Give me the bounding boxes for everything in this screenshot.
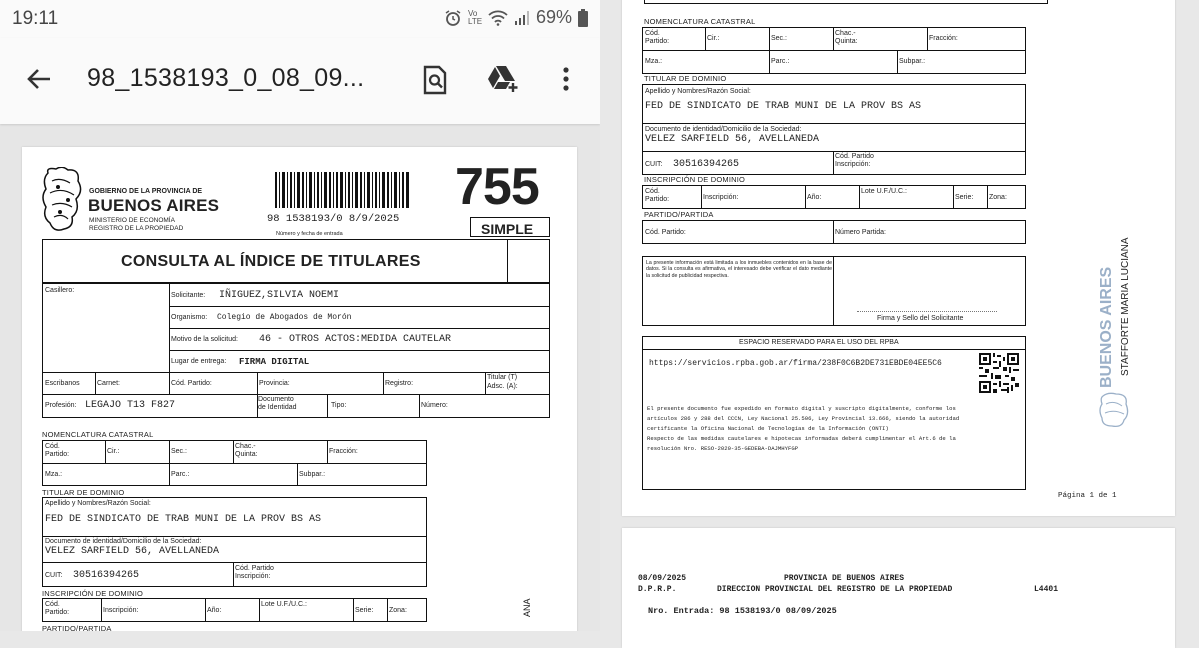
inscripcion-box xyxy=(42,598,427,622)
inscripcion-heading-r: INSCRIPCIÓN DE DOMINIO xyxy=(644,175,746,184)
legal-line-2: artículos 286 y 288 del CCCN, Ley Nacional 25.506, Ley Provincial 13.666, siendo la autoridad xyxy=(647,415,960,422)
status-icons xyxy=(444,7,588,28)
drive-add-icon xyxy=(486,64,520,94)
insc-cod-partido: Cód. Partido: xyxy=(45,601,70,616)
cuit-value: 30516394265 xyxy=(73,570,140,581)
nomenclatura-heading-r: NOMENCLATURA CATASTRAL xyxy=(644,17,756,26)
titular-heading-r: TITULAR DE DOMINIO xyxy=(644,74,727,83)
signer-name: STAFFORTE MARIA LUCIANA xyxy=(1120,237,1131,376)
rpba-url[interactable]: https://servicios.rpba.gob.ar/firma/238F0C6B2DE731EBDE04EE5C6 xyxy=(649,359,942,368)
nomen-fraccion: Fracción: xyxy=(329,448,358,455)
page2-dprp: D.P.R.P. xyxy=(638,585,677,594)
partido-box xyxy=(642,220,1026,244)
lugar-value: FIRMA DIGITAL xyxy=(239,357,310,367)
carnet-label: Carnet: xyxy=(97,380,120,387)
titular-box xyxy=(42,497,427,587)
nomen-parc: Parc.: xyxy=(171,471,190,478)
titular-doc-value: VELEZ SARFIELD 56, AVELLANEDA xyxy=(45,546,220,557)
cuit-value-r: 30516394265 xyxy=(673,159,740,170)
insc-anio: Año: xyxy=(207,607,222,614)
signature-label: Firma y Sello del Solicitante xyxy=(877,315,964,322)
barcode xyxy=(275,172,409,208)
titular-doc-label: Documento de identidad/Domicilio de la Sociedad: xyxy=(45,538,202,545)
entry-caption: Número y fecha de entrada xyxy=(276,231,343,237)
nomen-chac: Chac.- Quinta: xyxy=(235,443,258,458)
titular-name-label: Apellido y Nombres/Razón Social: xyxy=(45,500,151,507)
organismo-value: Colegio de Abogados de Morón xyxy=(217,313,352,322)
nomen-sec: Sec.: xyxy=(171,448,187,455)
status-bar xyxy=(0,0,600,38)
partido-heading-r: PARTIDO/PARTIDA xyxy=(644,210,714,219)
nomenclatura-box xyxy=(42,440,427,486)
insc-serie: Serie: xyxy=(355,607,374,614)
nomen-subpar-r: Subpar.: xyxy=(899,58,926,65)
find-in-page-icon xyxy=(422,65,448,95)
form-title: CONSULTA AL ÍNDICE DE TITULARES xyxy=(121,253,421,270)
notice-text: La presente información está limitada a los inmuebles contenidos en la base de datos. Si la consulta es afirmativa, el interesado debe verificar el dato mediante la solicitud de publicidad respectiva. xyxy=(646,260,832,279)
form-type-box xyxy=(470,217,550,237)
insc-anio-r: Año: xyxy=(807,194,822,201)
status-time: 19:11 xyxy=(12,8,59,29)
titular-heading: TITULAR DE DOMINIO xyxy=(42,488,125,497)
partido-cod-partido: Cód. Partido: xyxy=(645,229,686,236)
nomenclatura-box-r xyxy=(642,27,1026,74)
legal-line-5: resolución Nro. RESO-2020-35-GEDEBA-DAJMHYFGP xyxy=(647,445,799,452)
titular-doc-value-r: VELEZ SARFIELD 56, AVELLANEDA xyxy=(645,134,820,145)
stamp-shield-icon xyxy=(1098,392,1130,428)
document-page-1-lower xyxy=(622,0,1175,516)
stamp-brand: BUENOS AIRES xyxy=(1098,266,1115,388)
more-vert-icon xyxy=(562,66,570,92)
gov-line-3: MINISTERIO DE ECONOMÍA xyxy=(89,217,175,224)
document-title: 98_1538193_0_08_09... xyxy=(87,64,365,92)
nomen-subpar: Subpar.: xyxy=(299,471,326,478)
escribanos-label: Escribanos xyxy=(45,380,80,387)
arrow-back-icon xyxy=(26,66,52,92)
wifi-icon xyxy=(488,10,508,26)
cuit-label: CUIT: xyxy=(45,572,63,579)
alarm-icon xyxy=(444,9,462,27)
pdf-viewer-pane[interactable] xyxy=(0,0,600,631)
registro-label: Registro: xyxy=(385,380,414,387)
insc-serie-r: Serie: xyxy=(955,194,974,201)
battery-icon xyxy=(578,9,588,27)
gov-line-4: REGISTRO DE LA PROPIEDAD xyxy=(89,225,184,232)
partido-heading: PARTIDO/PARTIDA xyxy=(42,624,112,631)
partido-numero: Número Partida: xyxy=(835,229,886,236)
organismo-label: Organismo: xyxy=(171,314,208,321)
motivo-label: Motivo de la solicitud: xyxy=(171,336,238,343)
request-info-box xyxy=(42,283,550,418)
notice-box xyxy=(642,256,1026,326)
page2-date: 08/09/2025 xyxy=(638,574,687,583)
form-type: SIMPLE xyxy=(481,221,534,237)
nomen-sec-r: Sec.: xyxy=(771,35,787,42)
cod-partido-label: Cód. Partido: xyxy=(171,380,212,387)
motivo-value: 46 - OTROS ACTOS:MEDIDA CAUTELAR xyxy=(259,334,452,345)
titular-box-r xyxy=(642,84,1026,175)
provincia-label: Provincia: xyxy=(259,380,290,387)
page2-province: PROVINCIA DE BUENOS AIRES xyxy=(784,574,905,583)
nomen-parc-r: Parc.: xyxy=(771,58,790,65)
more-options-button[interactable] xyxy=(549,62,583,96)
titular-doc-label-r: Documento de identidad/Domicilio de la Sociedad: xyxy=(645,126,802,133)
form-title-box xyxy=(42,239,550,283)
titular-cod-partido-r: Cód. Partido Inscripción: xyxy=(835,153,874,168)
titular-cod-partido-label: Cód. Partido Inscripción: xyxy=(235,565,274,580)
profesion-label: Profesión: xyxy=(45,402,77,409)
battery-percent: 69% xyxy=(535,7,572,27)
inscripcion-box-r xyxy=(642,185,1026,209)
adsc-label: Adsc. (A): xyxy=(487,383,518,390)
legal-line-3: certificante la Oficina Nacional de Tecnologías de la Información (ONTI) xyxy=(647,425,889,432)
nomen-cod-partido: Cód. Partido: xyxy=(45,443,70,458)
document-page-2 xyxy=(622,528,1175,648)
insc-zona: Zona: xyxy=(389,607,407,614)
document-scroll-area[interactable] xyxy=(600,0,1199,631)
legal-line-1: El presente documento fue expedido en formato digital y suscripto digitalmente, conforme los xyxy=(647,405,956,412)
casillero-label: Casillero: xyxy=(45,287,75,294)
gov-line-2: BUENOS AIRES xyxy=(88,196,220,215)
add-to-drive-button[interactable] xyxy=(486,62,520,96)
digital-signature-stamp xyxy=(1096,216,1142,456)
insc-lote: Lote U.F./U.C.: xyxy=(261,601,307,608)
signal-icon xyxy=(514,10,530,26)
insc-zona-r: Zona: xyxy=(989,194,1007,201)
titular-t-label: Titular (T) xyxy=(487,374,518,381)
titular-name-label-r: Apellido y Nombres/Razón Social: xyxy=(645,88,751,95)
titular-name-value: FED DE SINDICATO DE TRAB MUNI DE LA PROV BS AS xyxy=(45,514,322,525)
rpba-heading: ESPACIO RESERVADO PARA EL USO DEL RPBA xyxy=(739,339,899,346)
nomen-cir-r: Cir.: xyxy=(707,35,720,42)
inscripcion-heading: INSCRIPCIÓN DE DOMINIO xyxy=(42,589,144,598)
search-in-document-button[interactable] xyxy=(418,63,452,97)
numero-label: Número: xyxy=(421,402,448,409)
gov-line-1: GOBIERNO DE LA PROVINCIA DE xyxy=(89,188,203,195)
page2-direccion: DIRECCION PROVINCIAL DEL REGISTRO DE LA PROPIEDAD xyxy=(717,585,953,594)
volte-label: Vo LTE xyxy=(467,8,483,26)
titular-name-value-r: FED DE SINDICATO DE TRAB MUNI DE LA PROV BS AS xyxy=(645,101,922,112)
form-number: 755 xyxy=(455,158,539,216)
solicitante-value: IÑIGUEZ,SILVIA NOEMI xyxy=(219,290,340,301)
legal-line-4: Respecto de las medidas cautelares e hipotecas informadas deberá cumplimentar el Art.6 de la xyxy=(647,435,956,442)
solicitante-label: Solicitante: xyxy=(171,292,206,299)
nomen-mza-r: Mza.: xyxy=(645,58,663,65)
insc-inscripcion: Inscripción: xyxy=(103,607,139,614)
side-stamp-fragment: ANA xyxy=(522,598,532,617)
rpba-box xyxy=(642,336,1026,490)
profesion-value: LEGAJO T13 F827 xyxy=(85,400,176,411)
nomen-mza: Mza.: xyxy=(45,471,63,478)
back-button[interactable] xyxy=(22,62,56,96)
nomenclatura-heading: NOMENCLATURA CATASTRAL xyxy=(42,430,154,439)
document-page xyxy=(22,147,577,631)
documento-label: Documento de Identidad xyxy=(258,396,297,411)
nomen-chac-r: Chac.- Quinta: xyxy=(835,30,858,45)
table-fragment xyxy=(644,0,1048,4)
nomen-cir: Cir.: xyxy=(107,448,120,455)
insc-inscripcion-r: Inscripción: xyxy=(703,194,739,201)
insc-lote-r: Lote U.F./U.C.: xyxy=(861,188,907,195)
lugar-label: Lugar de entrega: xyxy=(171,358,227,365)
province-shield-icon xyxy=(42,167,84,233)
nomen-cod-partido-r: Cód. Partido: xyxy=(645,30,670,45)
page-label: Página 1 de 1 xyxy=(1058,492,1117,500)
entry-number: 98 1538193/0 8/9/2025 xyxy=(267,213,400,225)
cuit-label-r: CUIT: xyxy=(645,161,663,168)
page2-entrada: Nro. Entrada: 98 1538193/0 08/09/2025 xyxy=(648,606,837,616)
insc-cod-partido-r: Cód. Partido: xyxy=(645,188,670,203)
tipo-label: Tipo: xyxy=(331,402,347,409)
page2-code: L4401 xyxy=(1034,585,1059,594)
nomen-fraccion-r: Fracción: xyxy=(929,35,958,42)
top-app-bar xyxy=(0,38,600,124)
qr-code xyxy=(979,353,1019,393)
